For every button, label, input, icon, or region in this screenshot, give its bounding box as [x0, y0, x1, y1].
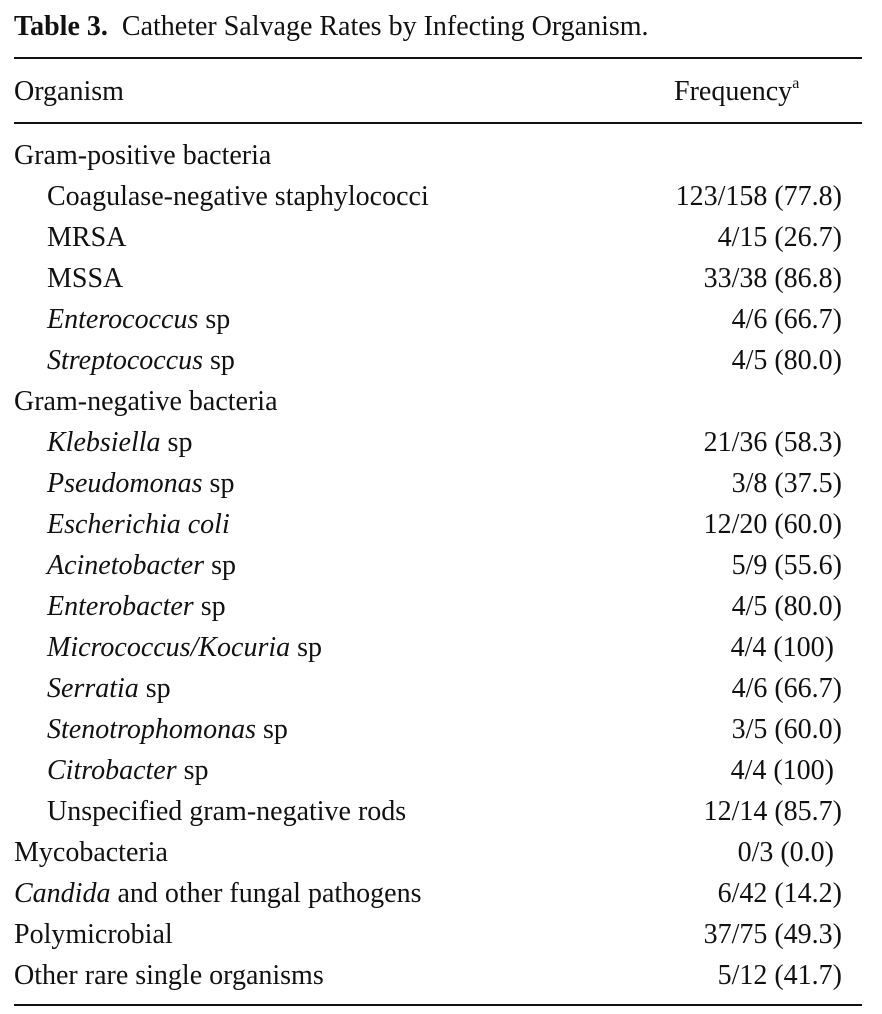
table-row [14, 914, 862, 955]
table-row [14, 873, 862, 914]
frequency-cell: 0/3 (0.0) [737, 837, 834, 868]
organism-italic-text: Enterobacter [47, 591, 194, 622]
organism-cell [47, 504, 230, 545]
organism-cell [47, 463, 234, 504]
organism-cell [14, 832, 168, 873]
organism-plain-text: sp [138, 673, 171, 704]
organism-plain-text: Unspecified gram-negative rods [47, 796, 407, 827]
footnote-marker: a [792, 75, 800, 92]
frequency-cell: 123/158 (77.8) [675, 181, 842, 212]
organism-plain-text: Mycobacteria [14, 837, 168, 868]
table-row [14, 422, 862, 463]
organism-cell [47, 217, 126, 258]
table-caption [14, 10, 649, 44]
organism-plain-text: MRSA [47, 222, 127, 253]
organism-italic-text: Acinetobacter [47, 550, 205, 581]
table-row [14, 791, 862, 832]
organism-cell [47, 176, 429, 217]
frequency-cell: 5/12 (41.7) [717, 960, 842, 991]
frequency-cell: 4/15 (26.7) [717, 222, 842, 253]
table-row [14, 504, 862, 545]
table-row [14, 463, 862, 504]
table-group-heading-row [14, 135, 862, 176]
organism-cell [47, 586, 226, 627]
organism-italic-text: Pseudomonas [47, 468, 203, 499]
organism-plain-text: Coagulase-negative staphylococci [47, 181, 429, 212]
organism-plain-text: Gram-positive bacteria [14, 140, 272, 171]
table-row [14, 668, 862, 709]
organism-plain-text: sp [160, 427, 193, 458]
table-row [14, 955, 862, 996]
organism-plain-text: sp [203, 345, 235, 376]
frequency-cell: 4/5 (80.0) [731, 591, 842, 622]
organism-plain-text: sp [176, 755, 209, 786]
column-header-frequency-label: Frequency [674, 76, 793, 107]
frequency-cell: 5/9 (55.6) [731, 550, 842, 581]
organism-cell [47, 422, 192, 463]
organism-cell [47, 340, 235, 381]
organism-italic-text: Citrobacter [47, 755, 177, 786]
table-group-heading-row [14, 381, 862, 422]
organism-italic-text: Klebsiella [47, 427, 161, 458]
table-row [14, 176, 862, 217]
frequency-cell: 4/6 (66.7) [731, 673, 842, 704]
header-rule [14, 122, 862, 124]
table-row [14, 832, 862, 873]
table-row [14, 627, 862, 668]
organism-italic-text: Serratia [47, 673, 139, 704]
organism-plain-text: and other fungal pathogens [110, 878, 422, 909]
organism-cell [14, 135, 271, 176]
organism-plain-text: Polymicrobial [14, 919, 173, 950]
organism-italic-text: Micrococcus/Kocuria [47, 632, 291, 663]
organism-italic-text: Escherichia coli [47, 509, 230, 540]
organism-cell [47, 750, 209, 791]
organism-plain-text: sp [193, 591, 226, 622]
frequency-cell: 3/8 (37.5) [731, 468, 842, 499]
table-caption-text: Catheter Salvage Rates by Infecting Organism. [121, 11, 649, 42]
table-header-row [14, 74, 862, 110]
frequency-cell: 6/42 (14.2) [717, 878, 842, 909]
table-row [14, 258, 862, 299]
top-rule [14, 57, 862, 59]
organism-italic-text: Candida [14, 878, 111, 909]
column-header-organism: Organism [14, 76, 124, 107]
organism-plain-text: sp [204, 550, 236, 581]
organism-cell [47, 627, 322, 668]
organism-plain-text: MSSA [47, 263, 124, 294]
organism-plain-text: sp [198, 304, 231, 335]
table-caption-label: Table 3. [14, 11, 108, 42]
organism-cell [47, 545, 236, 586]
organism-cell [47, 709, 288, 750]
organism-cell [47, 299, 230, 340]
frequency-cell: 4/6 (66.7) [731, 304, 842, 335]
organism-cell [47, 791, 406, 832]
table-row [14, 545, 862, 586]
bottom-rule [14, 1004, 862, 1006]
frequency-cell: 33/38 (86.8) [703, 263, 842, 294]
frequency-cell: 4/5 (80.0) [731, 345, 842, 376]
frequency-cell: 37/75 (49.3) [703, 919, 842, 950]
organism-italic-text: Streptococcus [47, 345, 204, 376]
organism-plain-text: sp [290, 632, 323, 663]
organism-cell [47, 258, 123, 299]
table-row [14, 299, 862, 340]
frequency-cell: 3/5 (60.0) [731, 714, 842, 745]
table-row [14, 340, 862, 381]
table-row [14, 750, 862, 791]
organism-plain-text: Gram-negative bacteria [14, 386, 278, 417]
organism-cell [47, 668, 171, 709]
table-row [14, 217, 862, 258]
organism-cell [14, 381, 278, 422]
frequency-cell: 4/4 (100) [730, 755, 834, 786]
organism-cell [14, 873, 422, 914]
organism-cell [14, 914, 173, 955]
table-row [14, 586, 862, 627]
organism-cell [14, 955, 324, 996]
table-row [14, 709, 862, 750]
organism-plain-text: sp [202, 468, 235, 499]
frequency-cell: 12/14 (85.7) [703, 796, 842, 827]
organism-plain-text: sp [255, 714, 288, 745]
frequency-cell: 12/20 (60.0) [703, 509, 842, 540]
frequency-cell: 21/36 (58.3) [703, 427, 842, 458]
organism-italic-text: Stenotrophomonas [47, 714, 256, 745]
organism-italic-text: Enterococcus [47, 304, 199, 335]
column-header-frequency [674, 74, 799, 110]
organism-plain-text: Other rare single organisms [14, 960, 324, 991]
table-body [14, 135, 862, 996]
frequency-cell: 4/4 (100) [730, 632, 834, 663]
